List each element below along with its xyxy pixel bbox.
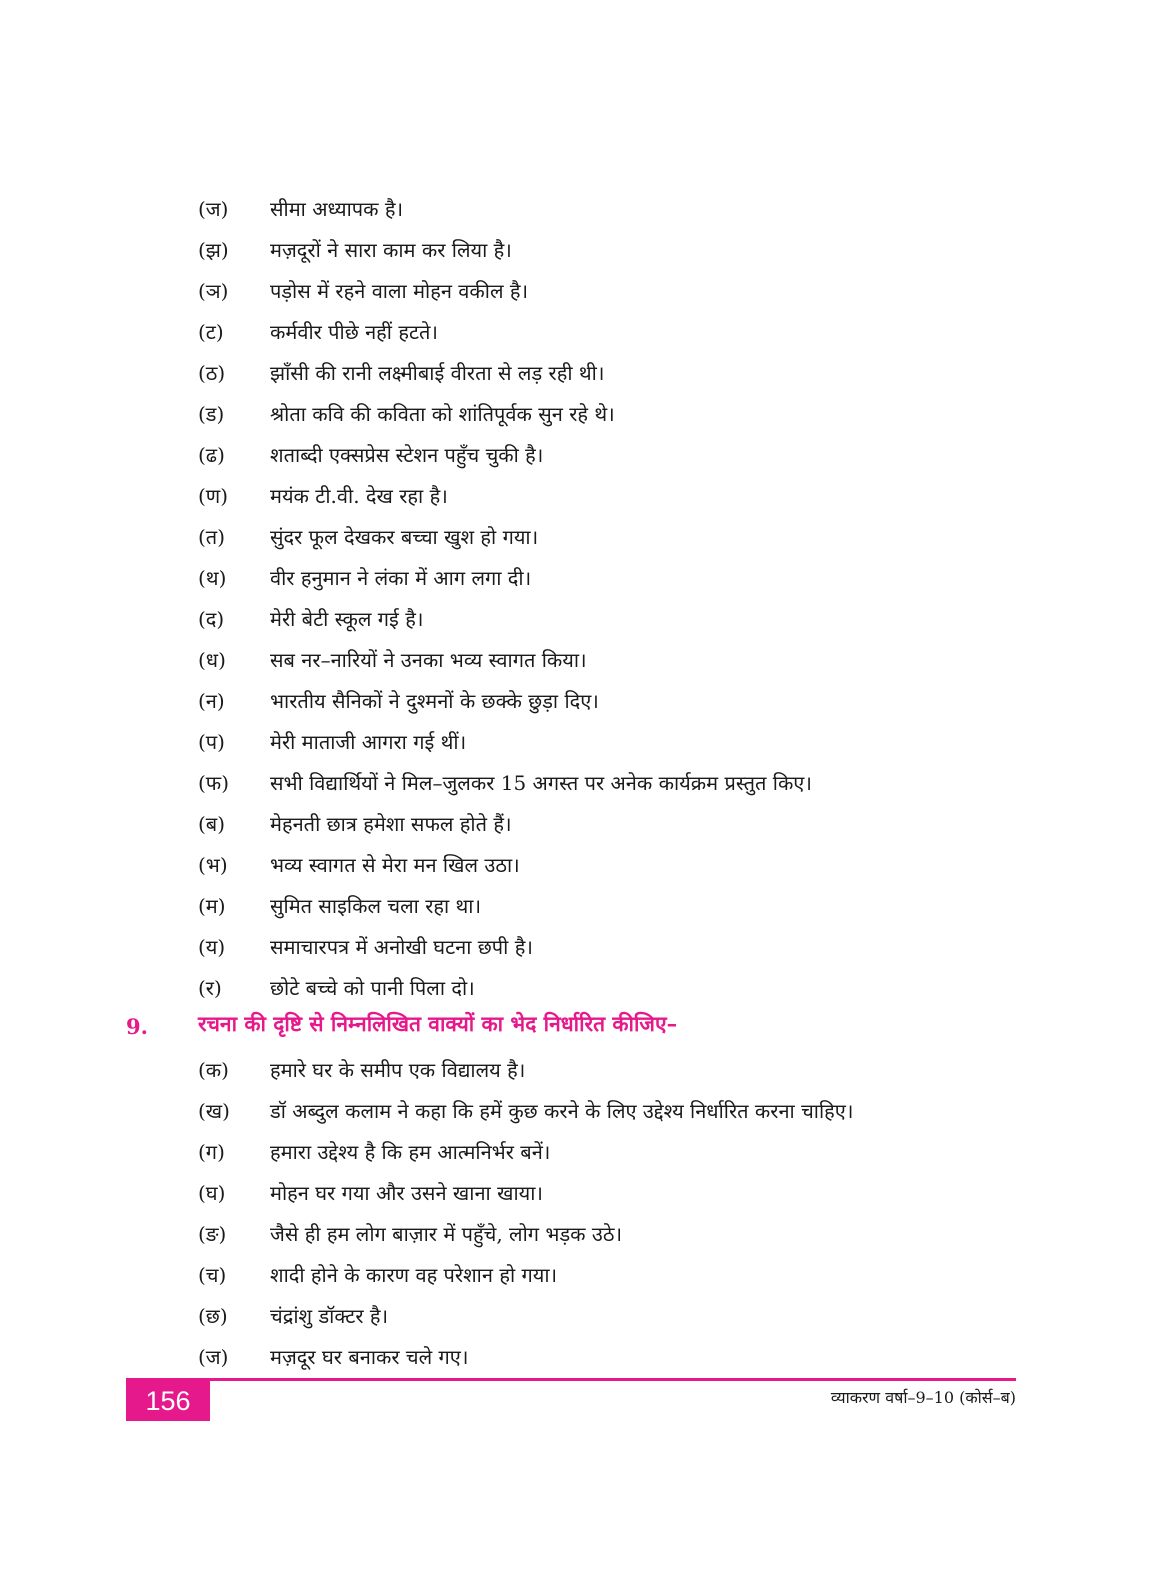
item-label: (छ) — [198, 1303, 228, 1328]
item-label: (ढ) — [198, 442, 225, 467]
footer-divider — [126, 1378, 1016, 1381]
item-text: जैसे ही हम लोग बाज़ार में पहुँचे, लोग भड़क उठे। — [270, 1221, 623, 1246]
item-text: झाँसी की रानी लक्ष्मीबाई वीरता से लड़ रही थी। — [270, 360, 605, 385]
item-text: श्रोता कवि की कविता को शांतिपूर्वक सुन रहे थे। — [270, 401, 615, 426]
item-label: (ञ) — [198, 278, 229, 303]
item-text: शताब्दी एक्सप्रेस स्टेशन पहुँच चुकी है। — [270, 442, 544, 467]
item-label: (य) — [198, 934, 226, 959]
item-label: (क) — [198, 1057, 229, 1082]
item-text: मोहन घर गया और उसने खाना खाया। — [270, 1180, 543, 1205]
item-text: कर्मवीर पीछे नहीं हटते। — [270, 319, 439, 344]
item-label: (ज) — [198, 196, 229, 221]
item-text: छोटे बच्चे को पानी पिला दो। — [270, 975, 475, 1000]
item-text: डॉ अब्दुल कलाम ने कहा कि हमें कुछ करने के लिए उद्देश्य निर्धारित करना चाहिए। — [270, 1098, 854, 1123]
item-label: (ज) — [198, 1344, 229, 1369]
item-label: (ख) — [198, 1098, 230, 1123]
question-number: 9. — [126, 1014, 148, 1039]
item-label: (ध) — [198, 647, 226, 672]
item-text: समाचारपत्र में अनोखी घटना छपी है। — [270, 934, 533, 959]
item-text: चंद्रांशु डॉक्टर है। — [270, 1303, 389, 1328]
item-text: सीमा अध्यापक है। — [270, 196, 404, 221]
item-label: (भ) — [198, 852, 228, 877]
item-label: (न) — [198, 688, 225, 713]
item-label: (ट) — [198, 319, 224, 344]
item-label: (म) — [198, 893, 226, 918]
item-text: मज़दूर घर बनाकर चले गए। — [270, 1344, 469, 1369]
item-label: (फ) — [198, 770, 230, 795]
item-text: मेहनती छात्र हमेशा सफल होते हैं। — [270, 811, 512, 836]
item-text: वीर हनुमान ने लंका में आग लगा दी। — [270, 565, 532, 590]
item-label: (ग) — [198, 1139, 225, 1164]
item-text: सभी विद्यार्थियों ने मिल–जुलकर 15 अगस्त पर अनेक कार्यक्रम प्रस्तुत किए। — [270, 770, 812, 795]
item-text: हमारा उद्देश्य है कि हम आत्मनिर्भर बनें। — [270, 1139, 551, 1164]
item-label: (र) — [198, 975, 222, 1000]
item-text: सुमित साइकिल चला रहा था। — [270, 893, 482, 918]
item-label: (घ) — [198, 1180, 226, 1205]
item-text: सब नर–नारियों ने उनका भव्य स्वागत किया। — [270, 647, 587, 672]
item-text: भारतीय सैनिकों ने दुश्मनों के छक्के छुड़ा दिए। — [270, 688, 599, 713]
page-number: 156 — [126, 1381, 210, 1421]
item-label: (ङ) — [198, 1221, 227, 1246]
item-text: मज़दूरों ने सारा काम कर लिया है। — [270, 237, 512, 262]
item-text: मयंक टी.वी. देख रहा है। — [270, 483, 448, 508]
item-label: (ड) — [198, 401, 225, 426]
item-text: मेरी बेटी स्कूल गई है। — [270, 606, 424, 631]
item-label: (ण) — [198, 483, 229, 508]
item-text: भव्य स्वागत से मेरा मन खिल उठा। — [270, 852, 520, 877]
question-title: रचना की दृष्टि से निम्नलिखित वाक्यों का भेद निर्धारित कीजिए– — [198, 1011, 678, 1036]
item-label: (च) — [198, 1262, 227, 1287]
item-text: शादी होने के कारण वह परेशान हो गया। — [270, 1262, 558, 1287]
item-label: (प) — [198, 729, 225, 754]
item-label: (थ) — [198, 565, 227, 590]
item-label: (द) — [198, 606, 225, 631]
item-label: (ठ) — [198, 360, 226, 385]
item-label: (ब) — [198, 811, 226, 836]
item-label: (त) — [198, 524, 226, 549]
item-text: सुंदर फूल देखकर बच्चा खुश हो गया। — [270, 524, 539, 549]
item-text: हमारे घर के समीप एक विद्यालय है। — [270, 1057, 526, 1082]
item-label: (झ) — [198, 237, 229, 262]
item-text: पड़ोस में रहने वाला मोहन वकील है। — [270, 278, 529, 303]
book-title: व्याकरण वर्षा–9–10 (कोर्स–ब) — [830, 1388, 1016, 1407]
item-text: मेरी माताजी आगरा गई थीं। — [270, 729, 467, 754]
